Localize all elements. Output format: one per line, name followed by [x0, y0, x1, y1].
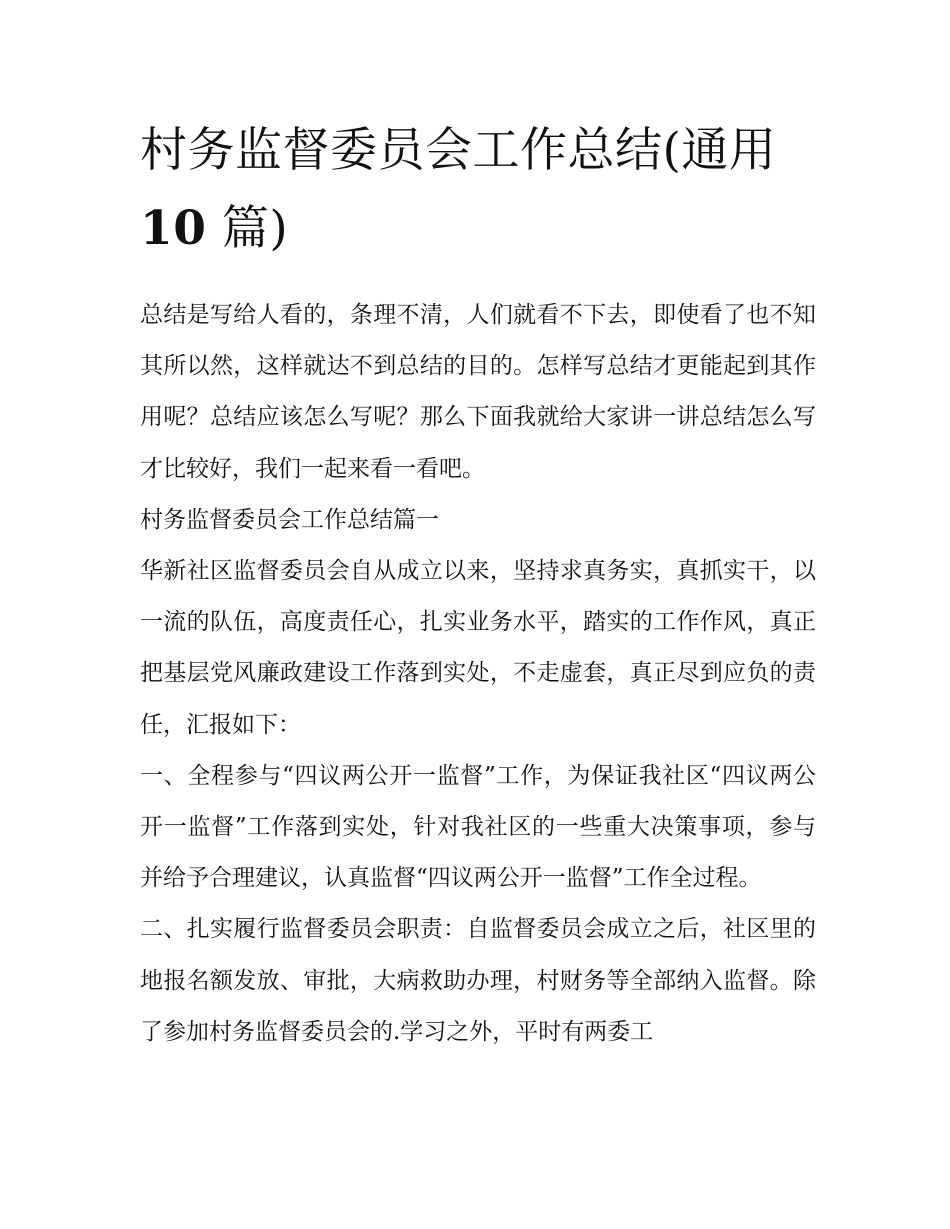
body-paragraph: 二、扎实履行监督委员会职责：自监督委员会成立之后，社区里的地报名额发放、审批，大病救助办理，村财务等全部纳入监督。除了参加村务监督委员会的.学习之外，平时有两委工: [140, 916, 816, 1045]
document-page: [140, 112, 816, 1058]
title-number: 10: [140, 201, 207, 256]
intro-paragraph: 总结是写给人看的，条理不清，人们就看不下去，即使看了也不知其所以然，这样就达不到总结的目的。怎样写总结才更能起到其作用呢？总结应该怎么写呢？那么下面我就给大家讲一讲总结怎么写才比较好，我们一起来看一看吧。: [140, 302, 816, 482]
document-title: [140, 112, 816, 268]
body-paragraph: 一、全程参与“四议两公开一监督”工作，为保证我社区“四议两公开一监督”工作落到实处，针对我社区的一些重大决策事项，参与并给予合理建议，认真监督“四议两公开一监督”工作全过程。: [140, 762, 816, 892]
body-paragraph: 华新社区监督委员会自从成立以来，坚持求真务实，真抓实干，以一流的队伍，高度责任心，扎实业务水平，踏实的工作作风，真正把基层党风廉政建设工作落到实处，不走虚套，真正尽到应负的责任，汇报如下：: [140, 558, 816, 738]
title-suffix: 篇): [221, 201, 289, 256]
title-prefix: 村务监督委员会工作总结(通用: [140, 123, 777, 178]
section-heading: 村务监督委员会工作总结篇一: [140, 506, 439, 533]
